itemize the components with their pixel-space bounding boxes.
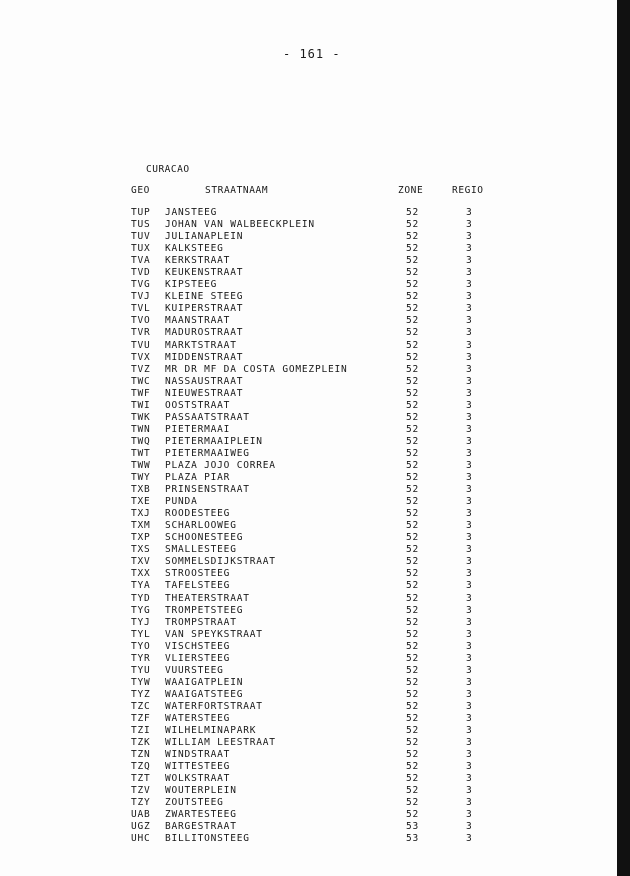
geo-code: TUX [131, 243, 151, 255]
regio-value: 3 [466, 435, 473, 447]
zone-value: 52 [406, 472, 420, 484]
zone-value: 52 [406, 556, 420, 568]
street-name: TROMPETSTEEG [165, 604, 244, 616]
street-name: KLEINE STEEG [165, 291, 244, 303]
zone-value: 52 [406, 459, 420, 471]
regio-value: 3 [466, 556, 473, 568]
table-row [0, 520, 617, 532]
zone-value: 52 [406, 255, 420, 267]
geo-code: TYG [131, 604, 151, 616]
zone-value: 52 [406, 387, 420, 399]
street-name: WILHELMINAPARK [165, 725, 257, 737]
zone-value: 52 [406, 327, 420, 339]
zone-value: 52 [406, 243, 420, 255]
geo-code: TUS [131, 219, 151, 231]
regio-value: 3 [466, 797, 473, 809]
header-regio: REGIO [452, 185, 484, 196]
regio-value: 3 [466, 375, 473, 387]
street-name: SMALLESTEEG [165, 544, 237, 556]
geo-code: TWQ [131, 435, 151, 447]
table-row [0, 255, 617, 267]
street-name: PLAZA PIAR [165, 472, 231, 484]
header-straatnaam: STRAATNAAM [205, 185, 269, 196]
zone-value: 52 [406, 315, 420, 327]
table-row [0, 641, 617, 653]
geo-code: UAB [131, 809, 151, 821]
regio-value: 3 [466, 700, 473, 712]
zone-value: 52 [406, 797, 420, 809]
page-number: - 161 - [283, 47, 341, 61]
table-row [0, 653, 617, 665]
geo-code: TVR [131, 327, 151, 339]
regio-value: 3 [466, 231, 473, 243]
zone-value: 52 [406, 652, 420, 664]
zone-value: 53 [406, 833, 420, 845]
zone-value: 52 [406, 785, 420, 797]
zone-value: 52 [406, 351, 420, 363]
regio-value: 3 [466, 676, 473, 688]
geo-code: TYJ [131, 616, 151, 628]
table-row [0, 424, 617, 436]
street-name: JULIANAPLEIN [165, 231, 244, 243]
zone-value: 52 [406, 676, 420, 688]
zone-value: 52 [406, 592, 420, 604]
geo-code: TZV [131, 785, 151, 797]
street-name: WAAIGATPLEIN [165, 676, 244, 688]
regio-value: 3 [466, 399, 473, 411]
street-name: VAN SPEYKSTRAAT [165, 628, 263, 640]
geo-code: TYW [131, 676, 151, 688]
regio-value: 3 [466, 484, 473, 496]
street-name: KERKSTRAAT [165, 255, 231, 267]
geo-code: TZQ [131, 761, 151, 773]
regio-value: 3 [466, 809, 473, 821]
table-row [0, 448, 617, 460]
street-name: BARGESTRAAT [165, 821, 237, 833]
street-name: BILLITONSTEEG [165, 833, 250, 845]
table-row [0, 773, 617, 785]
regio-value: 3 [466, 592, 473, 604]
street-name: VISCHSTEEG [165, 640, 231, 652]
zone-value: 52 [406, 700, 420, 712]
table-row [0, 352, 617, 364]
street-name: WOLKSTRAAT [165, 773, 231, 785]
street-name: PIETERMAAIPLEIN [165, 435, 263, 447]
regio-value: 3 [466, 544, 473, 556]
table-row [0, 327, 617, 339]
regio-value: 3 [466, 459, 473, 471]
street-name: THEATERSTRAAT [165, 592, 250, 604]
street-name: PASSAATSTRAAT [165, 411, 250, 423]
regio-value: 3 [466, 327, 473, 339]
regio-value: 3 [466, 785, 473, 797]
table-row [0, 376, 617, 388]
regio-value: 3 [466, 339, 473, 351]
geo-code: TWC [131, 375, 151, 387]
regio-value: 3 [466, 423, 473, 435]
street-name: TAFELSTEEG [165, 580, 231, 592]
table-row [0, 629, 617, 641]
table-row [0, 267, 617, 279]
regio-value: 3 [466, 604, 473, 616]
street-name: KEUKENSTRAAT [165, 267, 244, 279]
regio-value: 3 [466, 315, 473, 327]
regio-value: 3 [466, 833, 473, 845]
geo-code: TYL [131, 628, 151, 640]
street-name: PRINSENSTRAAT [165, 484, 250, 496]
regio-value: 3 [466, 628, 473, 640]
geo-code: TUP [131, 207, 151, 218]
geo-code: UGZ [131, 821, 151, 833]
geo-code: TXB [131, 484, 151, 496]
zone-value: 52 [406, 664, 420, 676]
regio-value: 3 [466, 616, 473, 628]
table-row [0, 303, 617, 315]
scan-edge [617, 0, 630, 876]
street-name: JANSTEEG [165, 207, 218, 218]
geo-code: TZT [131, 773, 151, 785]
street-name: WATERSTEEG [165, 712, 231, 724]
zone-value: 52 [406, 231, 420, 243]
geo-code: TVD [131, 267, 151, 279]
street-name: MAANSTRAAT [165, 315, 231, 327]
geo-code: TVL [131, 303, 151, 315]
regio-value: 3 [466, 688, 473, 700]
table-row [0, 665, 617, 677]
header-geo: GEO [131, 185, 150, 196]
zone-value: 52 [406, 279, 420, 291]
regio-value: 3 [466, 640, 473, 652]
geo-code: TXM [131, 520, 151, 532]
street-name: VLIERSTEEG [165, 652, 231, 664]
zone-value: 52 [406, 363, 420, 375]
regio-value: 3 [466, 207, 473, 218]
zone-value: 52 [406, 423, 420, 435]
zone-value: 52 [406, 580, 420, 592]
zone-value: 52 [406, 484, 420, 496]
street-name: PLAZA JOJO CORREA [165, 459, 276, 471]
geo-code: TWK [131, 411, 151, 423]
table-row [0, 388, 617, 400]
zone-value: 52 [406, 399, 420, 411]
regio-value: 3 [466, 712, 473, 724]
table-row [0, 436, 617, 448]
zone-value: 52 [406, 737, 420, 749]
zone-value: 52 [406, 761, 420, 773]
zone-value: 52 [406, 375, 420, 387]
zone-value: 52 [406, 496, 420, 508]
street-name: STROOSTEEG [165, 568, 231, 580]
street-name: PUNDA [165, 496, 198, 508]
geo-code: TXJ [131, 508, 151, 520]
zone-value: 52 [406, 207, 420, 218]
geo-code: TWY [131, 472, 151, 484]
geo-code: TVX [131, 351, 151, 363]
table-row [0, 749, 617, 761]
geo-code: TVG [131, 279, 151, 291]
street-name: SCHARLOOWEG [165, 520, 237, 532]
geo-code: TWI [131, 399, 151, 411]
table-row [0, 291, 617, 303]
geo-code: TVJ [131, 291, 151, 303]
geo-code: TVO [131, 315, 151, 327]
regio-value: 3 [466, 387, 473, 399]
table-row [0, 412, 617, 424]
table-row [0, 617, 617, 629]
geo-code: TVZ [131, 363, 151, 375]
regio-value: 3 [466, 664, 473, 676]
regio-value: 3 [466, 219, 473, 231]
regio-value: 3 [466, 243, 473, 255]
geo-code: TZC [131, 700, 151, 712]
geo-code: TVA [131, 255, 151, 267]
geo-code: TXS [131, 544, 151, 556]
table-row [0, 400, 617, 412]
table-row [0, 725, 617, 737]
regio-value: 3 [466, 761, 473, 773]
street-name: ZWARTESTEEG [165, 809, 237, 821]
table-row [0, 677, 617, 689]
regio-value: 3 [466, 267, 473, 279]
regio-value: 3 [466, 773, 473, 785]
geo-code: TVU [131, 339, 151, 351]
regio-value: 3 [466, 749, 473, 761]
zone-value: 52 [406, 219, 420, 231]
street-table [0, 207, 617, 845]
table-row [0, 484, 617, 496]
table-row [0, 713, 617, 725]
zone-value: 52 [406, 749, 420, 761]
regio-value: 3 [466, 291, 473, 303]
street-name: MADUROSTRAAT [165, 327, 244, 339]
street-name: ZOUTSTEEG [165, 797, 224, 809]
zone-value: 52 [406, 291, 420, 303]
table-row [0, 496, 617, 508]
geo-code: TWT [131, 447, 151, 459]
street-name: WAAIGATSTEEG [165, 688, 244, 700]
table-row [0, 797, 617, 809]
regio-value: 3 [466, 279, 473, 291]
street-name: WOUTERPLEIN [165, 785, 237, 797]
geo-code: TZY [131, 797, 151, 809]
zone-value: 52 [406, 520, 420, 532]
regio-value: 3 [466, 363, 473, 375]
table-row [0, 243, 617, 255]
regio-value: 3 [466, 472, 473, 484]
table-row [0, 809, 617, 821]
street-name: NASSAUSTRAAT [165, 375, 244, 387]
table-row [0, 593, 617, 605]
street-name: OOSTSTRAAT [165, 399, 231, 411]
geo-code: TXX [131, 568, 151, 580]
zone-value: 52 [406, 688, 420, 700]
table-row [0, 364, 617, 376]
table-row [0, 207, 617, 219]
zone-value: 52 [406, 532, 420, 544]
street-name: KUIPERSTRAAT [165, 303, 244, 315]
geo-code: UHC [131, 833, 151, 845]
geo-code: TXV [131, 556, 151, 568]
zone-value: 52 [406, 447, 420, 459]
table-row [0, 737, 617, 749]
regio-value: 3 [466, 508, 473, 520]
table-row [0, 219, 617, 231]
zone-value: 52 [406, 604, 420, 616]
street-name: SOMMELSDIJKSTRAAT [165, 556, 276, 568]
zone-value: 52 [406, 725, 420, 737]
street-name: WITTESTEEG [165, 761, 231, 773]
street-name: JOHAN VAN WALBEECKPLEIN [165, 219, 315, 231]
geo-code: TYA [131, 580, 151, 592]
geo-code: TZN [131, 749, 151, 761]
geo-code: TXE [131, 496, 151, 508]
regio-value: 3 [466, 351, 473, 363]
table-row [0, 821, 617, 833]
regio-value: 3 [466, 580, 473, 592]
table-row [0, 580, 617, 592]
regio-value: 3 [466, 255, 473, 267]
street-name: MIDDENSTRAAT [165, 351, 244, 363]
table-row [0, 568, 617, 580]
table-row [0, 544, 617, 556]
table-row [0, 833, 617, 845]
regio-value: 3 [466, 532, 473, 544]
street-name: PIETERMAAI [165, 423, 231, 435]
geo-code: TZK [131, 737, 151, 749]
geo-code: TWW [131, 459, 151, 471]
table-row [0, 689, 617, 701]
regio-value: 3 [466, 303, 473, 315]
zone-value: 52 [406, 712, 420, 724]
geo-code: TYU [131, 664, 151, 676]
zone-value: 52 [406, 544, 420, 556]
regio-value: 3 [466, 821, 473, 833]
zone-value: 52 [406, 568, 420, 580]
header-zone: ZONE [398, 185, 424, 196]
street-name: SCHOONESTEEG [165, 532, 244, 544]
zone-value: 52 [406, 773, 420, 785]
zone-value: 52 [406, 435, 420, 447]
geo-code: TZI [131, 725, 151, 737]
table-row [0, 340, 617, 352]
street-name: PIETERMAAIWEG [165, 447, 250, 459]
geo-code: TWF [131, 387, 151, 399]
geo-code: TYD [131, 592, 151, 604]
table-row [0, 472, 617, 484]
street-name: MARKTSTRAAT [165, 339, 237, 351]
zone-value: 52 [406, 640, 420, 652]
regio-value: 3 [466, 568, 473, 580]
regio-value: 3 [466, 725, 473, 737]
zone-value: 52 [406, 508, 420, 520]
street-name: KIPSTEEG [165, 279, 218, 291]
table-row [0, 231, 617, 243]
table-row [0, 460, 617, 472]
regio-value: 3 [466, 447, 473, 459]
table-row [0, 315, 617, 327]
geo-code: TZF [131, 712, 151, 724]
zone-value: 52 [406, 267, 420, 279]
geo-code: TYR [131, 652, 151, 664]
regio-value: 3 [466, 737, 473, 749]
street-name: WILLIAM LEESTRAAT [165, 737, 276, 749]
zone-value: 52 [406, 809, 420, 821]
zone-value: 52 [406, 628, 420, 640]
street-name: WATERFORTSTRAAT [165, 700, 263, 712]
geo-code: TWN [131, 423, 151, 435]
zone-value: 52 [406, 303, 420, 315]
table-row [0, 508, 617, 520]
regio-value: 3 [466, 496, 473, 508]
table-row [0, 532, 617, 544]
street-name: MR DR MF DA COSTA GOMEZPLEIN [165, 363, 348, 375]
table-row [0, 279, 617, 291]
zone-value: 53 [406, 821, 420, 833]
zone-value: 52 [406, 339, 420, 351]
geo-code: TUV [131, 231, 151, 243]
place-heading: CURACAO [146, 164, 190, 175]
table-row [0, 761, 617, 773]
regio-value: 3 [466, 652, 473, 664]
table-row [0, 701, 617, 713]
table-row [0, 605, 617, 617]
regio-value: 3 [466, 411, 473, 423]
street-name: VUURSTEEG [165, 664, 224, 676]
street-name: NIEUWESTRAAT [165, 387, 244, 399]
street-name: KALKSTEEG [165, 243, 224, 255]
regio-value: 3 [466, 520, 473, 532]
geo-code: TXP [131, 532, 151, 544]
street-name: TROMPSTRAAT [165, 616, 237, 628]
street-name: ROODESTEEG [165, 508, 231, 520]
zone-value: 52 [406, 616, 420, 628]
geo-code: TYZ [131, 688, 151, 700]
table-row [0, 556, 617, 568]
street-name: WINDSTRAAT [165, 749, 231, 761]
table-row [0, 785, 617, 797]
geo-code: TYO [131, 640, 151, 652]
zone-value: 52 [406, 411, 420, 423]
